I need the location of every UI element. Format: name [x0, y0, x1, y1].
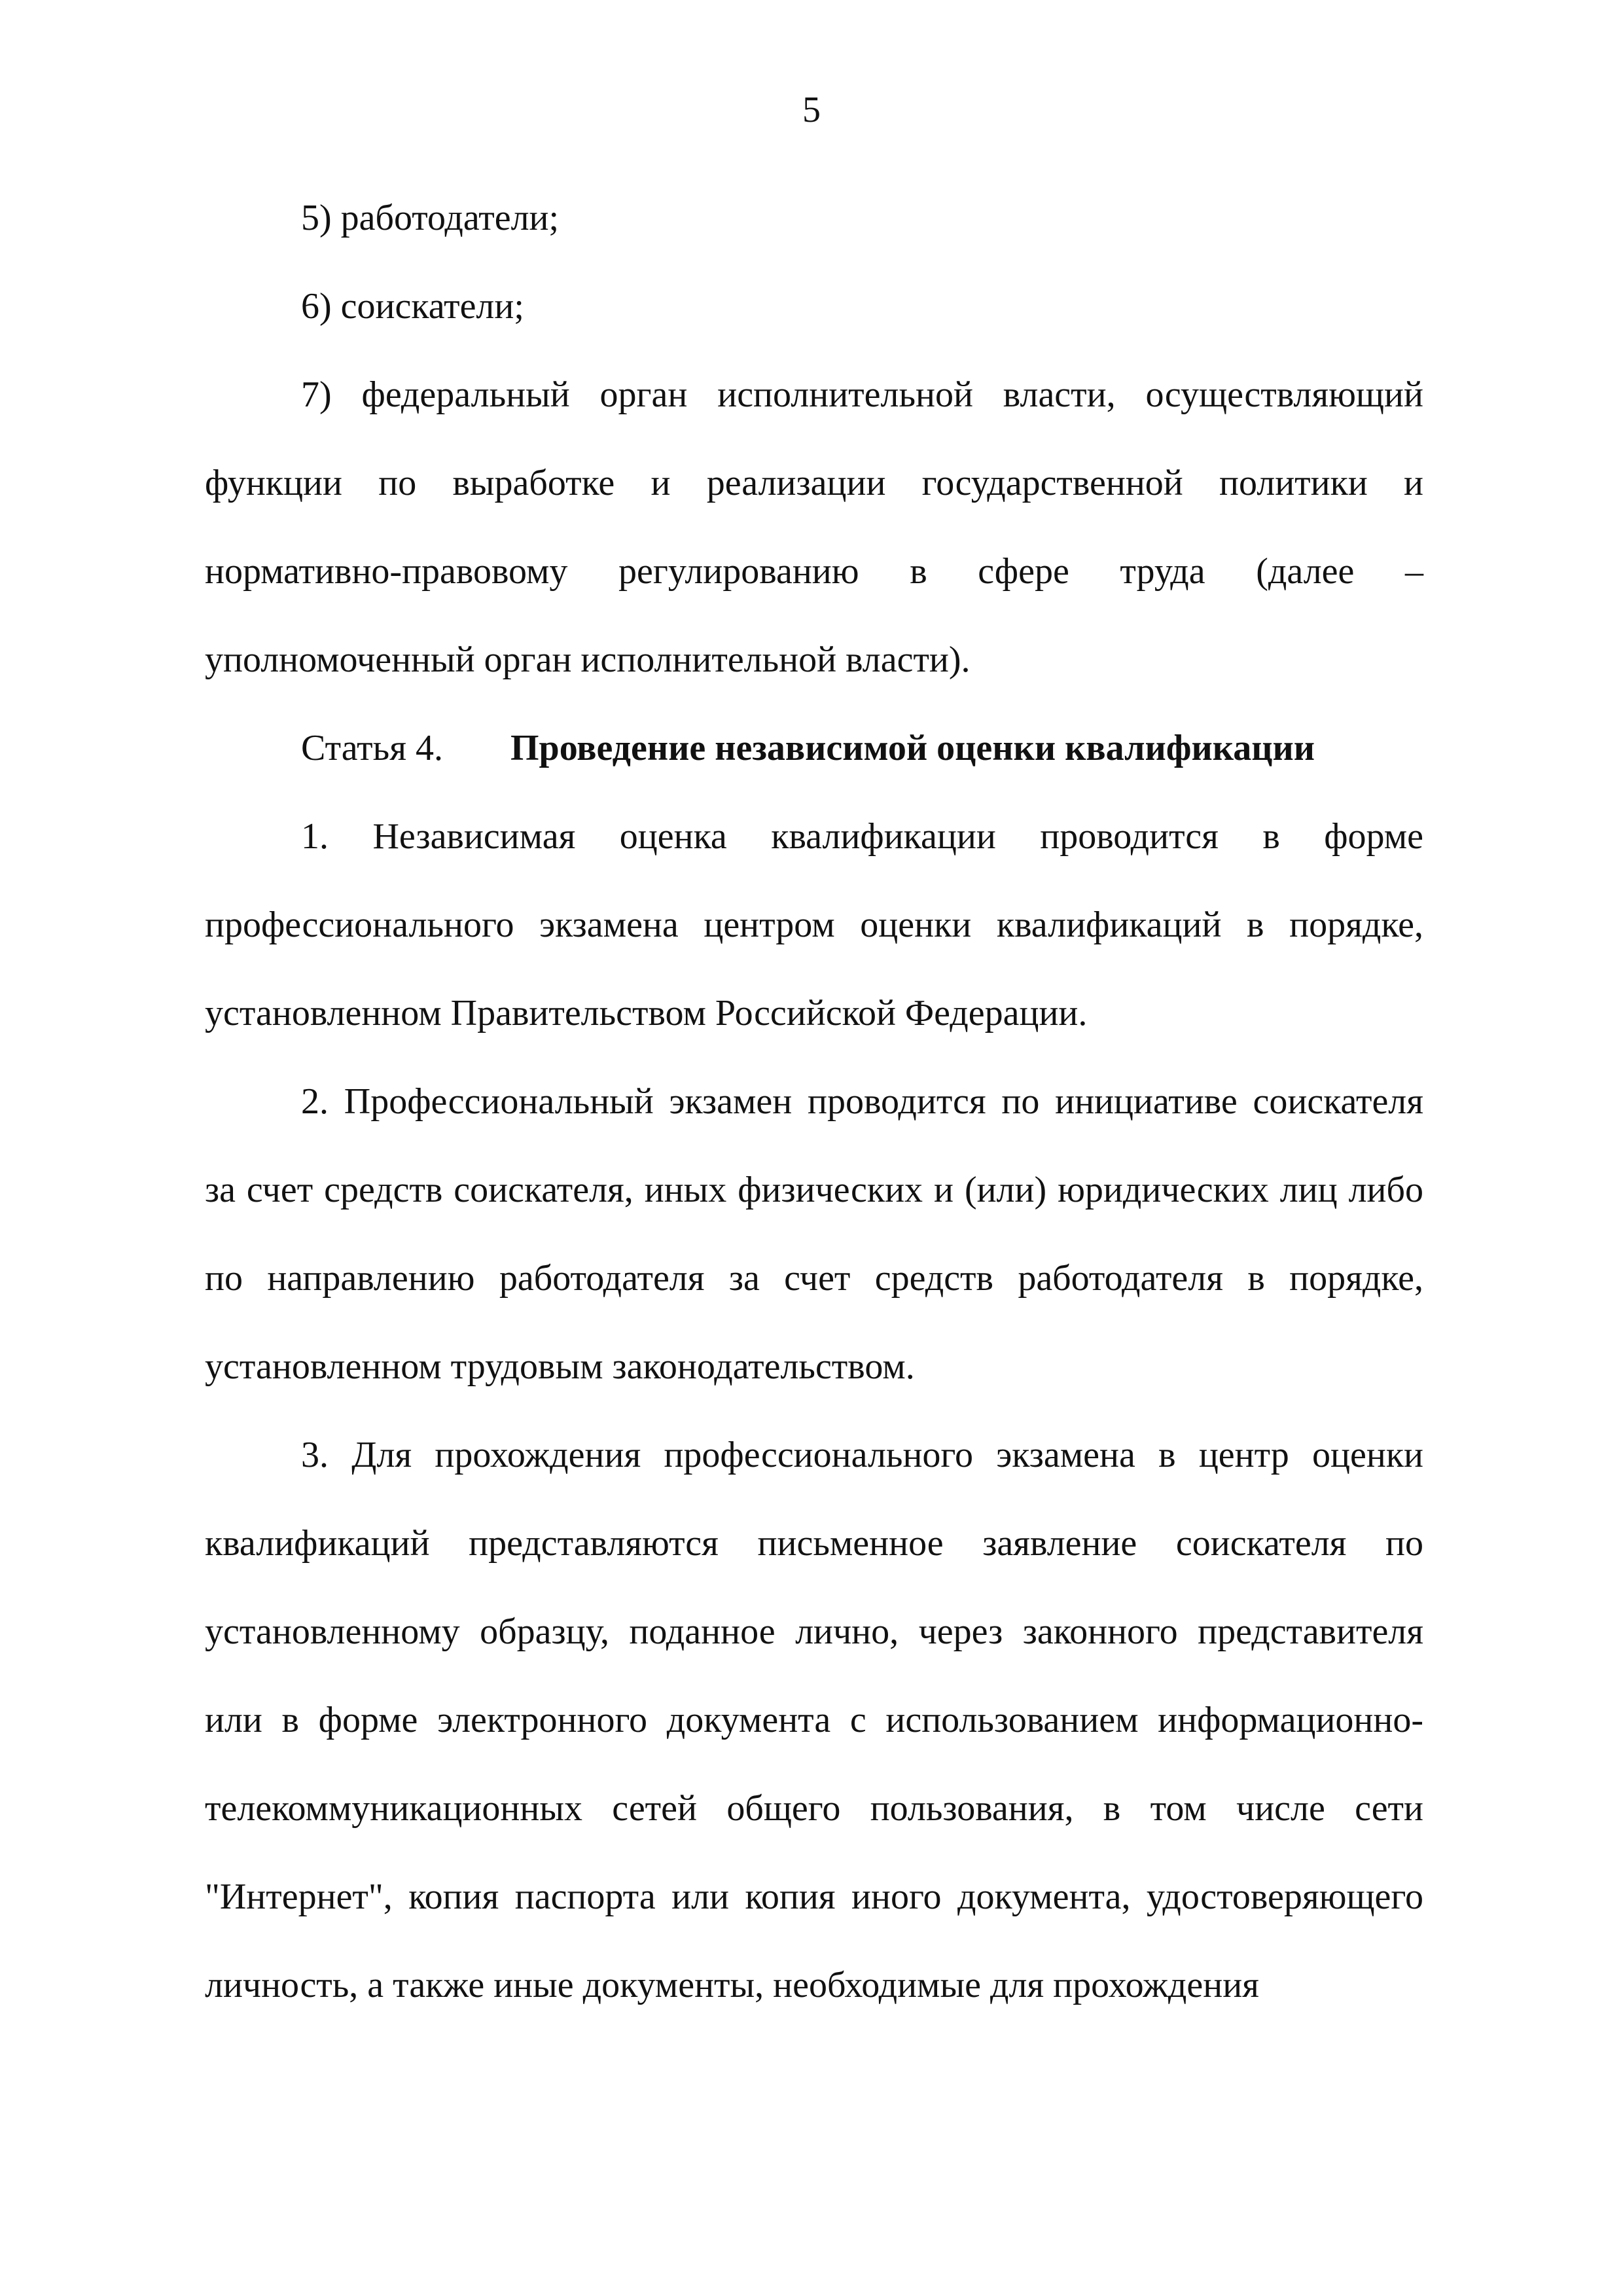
article-heading: [205, 704, 1423, 793]
list-item-5: 5) работодатели;: [301, 198, 560, 238]
list-item-7: 7) федеральный орган исполнительной власти, осуществляющий функции по выработке и реализации государственной политики и нормативно-правовому регулированию в сфере труда (далее – уполномоченный орган исполнительной власти).: [205, 374, 1423, 680]
page-number: 5: [802, 90, 821, 130]
article-number: Статья 4.: [301, 728, 443, 768]
list-item-6: 6) соискатели;: [301, 286, 524, 327]
document-body: [205, 174, 1423, 2030]
paragraph-3: 3. Для прохождения профессионального экзамена в центр оценки квалификаций представляются письменное заявление соискателя по установленному образцу, поданное лично, через законного представителя или в форме электронного документа с использованием информационно-телекоммуникационных сетей общего пользования, в том числе сети "Интернет", копия паспорта или копия иного документа, удостоверяющего личность, а также иные документы, необходимые для прохождения: [205, 1435, 1423, 2005]
paragraph-2: 2. Профессиональный экзамен проводится по инициативе соискателя за счет средств соискателя, иных физических и (или) юридических лиц либо по направлению работодателя за счет средств работодателя в порядке, установленном трудовым законодательством.: [205, 1081, 1423, 1387]
paragraph-1: 1. Независимая оценка квалификации проводится в форме профессионального экзамена центром оценки квалификаций в порядке, установленном Правительством Российской Федерации.: [205, 816, 1423, 1033]
article-title: Проведение независимой оценки квалификации: [510, 728, 1315, 768]
